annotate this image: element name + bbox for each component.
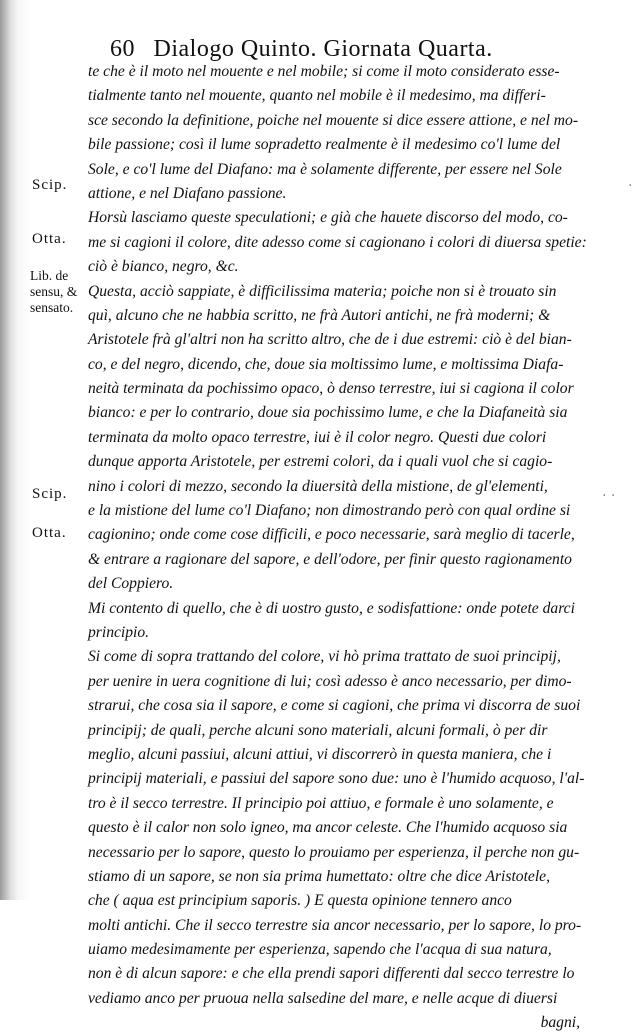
- speaker-label: Scip.: [32, 177, 68, 193]
- text-line: & entrare a ragionare del sapore, e dell'odore, per finir questo ragionamento: [88, 550, 572, 568]
- bleed-mark: · ·: [602, 488, 616, 504]
- text-line: ciò è bianco, negro, &c.: [88, 258, 239, 276]
- margin-note: [30, 268, 86, 316]
- text-line: Mi contento di quello, che è di uostro gusto, e sodisfattione: onde potete darci: [88, 599, 575, 617]
- text-line: principio.: [88, 623, 150, 641]
- text-line: Horsù lasciamo queste speculationi; e già che hauete discorso del modo, co-: [88, 209, 568, 227]
- bleed-mark: ·: [628, 178, 633, 194]
- text-line: Aristotele frà gl'altri non ha scritto altro, che de i due estremi: ciò è del bian-: [88, 331, 572, 349]
- text-line: me si cagioni il colore, dite adesso come si cagionano i colori di diuersa spetie:: [88, 233, 587, 251]
- text-line: quì, alcuno che ne habbia scritto, ne frà Autori antichi, ne frà moderni; &: [88, 306, 551, 324]
- text-line: tro è il secco terrestre. Il principio poi attiuo, e formale è uno solamente, e: [88, 794, 554, 812]
- text-line: sce secondo la definitione, poiche nel mouente si dice essere attione, e nel mo-: [88, 111, 579, 129]
- speaker-label: Otta.: [32, 525, 67, 541]
- text-line: e la mistione del lume co'l Diafano; non dimostrando però con qual ordine si: [88, 502, 571, 520]
- text-line: nino i colori di mezzo, secondo la diuersità della mistione, de gl'elementi,: [88, 477, 548, 495]
- text-line: principij; de quali, perche alcuni sono materiali, alcuni formali, ò per dir: [88, 721, 548, 739]
- body-text: [88, 60, 588, 1036]
- text-line: per uenire in uera cognitione di lui; così adesso è anco necessario, per dimo-: [88, 672, 572, 690]
- text-line: Sole, e co'l lume del Diafano: ma è solamente differente, per essere nel Sole: [88, 160, 562, 178]
- text-line: dunque apporta Aristotele, per estremi colori, da i quali vuol che si cagio-: [88, 453, 553, 471]
- text-line: del Coppiero.: [88, 575, 174, 593]
- text-line: meglio, alcuni passiui, alcuni attiui, vi discorrerò in questa maniera, che i: [88, 745, 552, 763]
- margin-note-line: Lib. de: [30, 268, 69, 283]
- text-line: cagionino; onde come cose difficili, e poco necessarie, sarà meglio di tacerle,: [88, 526, 575, 544]
- text-line: Questa, acciò sappiate, è difficilissima materia; poiche non si è trouato sin: [88, 282, 557, 300]
- speaker-label: Scip.: [32, 486, 68, 502]
- text-line: vediamo anco per pruoua nella salsedine del mare, e nelle acque di diuersi: [88, 989, 558, 1007]
- text-line: necessario per lo sapore, questo lo prouiamo per esperienza, il perche non gu-: [88, 843, 580, 861]
- text-line: neità terminata da pochissimo opaco, ò denso terrestre, iui si cagiona il color: [88, 380, 574, 398]
- margin-note-line: sensato.: [30, 300, 74, 315]
- spine-shadow: [0, 0, 18, 900]
- text-line: stiamo di un sapore, se non sia prima humettato: oltre che dice Aristotele,: [88, 867, 550, 885]
- text-line: bianco: e per lo contrario, doue sia pochissimo lume, e che la Diafaneità sia: [88, 404, 568, 422]
- text-line: molti antichi. Che il secco terrestre sia ancor necessario, per lo sapore, lo pro-: [88, 916, 582, 934]
- margin-note-line: sensu, &: [30, 284, 78, 299]
- text-line: principij materiali, e passiui del sapore sono due: uno è l'humido acquoso, l'al-: [88, 770, 585, 788]
- text-line: bagni,: [540, 1014, 580, 1032]
- text-line: attione, e nel Diafano passione.: [88, 184, 287, 202]
- text-line: questo è il calor non solo igneo, ma ancor celeste. Che l'humido acquoso sia: [88, 819, 568, 837]
- page-number: 60: [110, 36, 135, 62]
- page-header: [110, 36, 493, 63]
- text-line: te che è il moto nel mouente e nel mobile; si come il moto considerato esse-: [88, 63, 560, 80]
- speaker-label: Otta.: [32, 231, 67, 247]
- text-line: uiamo medesimamente per esperienza, sapendo che l'acqua di sua natura,: [88, 941, 552, 959]
- text-line: che ( aqua est principium saporis. ) E questa opinione tennero anco: [88, 892, 512, 910]
- text-line: Si come di sopra trattando del colore, vi hò prima trattato de suoi principij,: [88, 648, 561, 666]
- text-line: bile passione; così il lume sopradetto realmente è il medesimo co'l lume del: [88, 136, 561, 154]
- text-line: co, e del negro, dicendo, che, doue sia moltissimo lume, e moltissima Diafa-: [88, 355, 564, 373]
- text-line: tialmente tanto nel mouente, quanto nel mobile è il medesimo, ma differi-: [88, 87, 546, 105]
- running-title: Dialogo Quinto. Giornata Quarta.: [153, 36, 493, 62]
- text-line: strarui, che cosa sia il sapore, e come si cagioni, che prima vi discorra de suoi: [88, 697, 581, 715]
- text-line: non è di alcun sapore: e che ella prendi sapori differenti dal secco terrestre lo: [88, 965, 575, 983]
- text-line: terminata da molto opaco terrestre, iui è il color negro. Questi due colori: [88, 428, 547, 446]
